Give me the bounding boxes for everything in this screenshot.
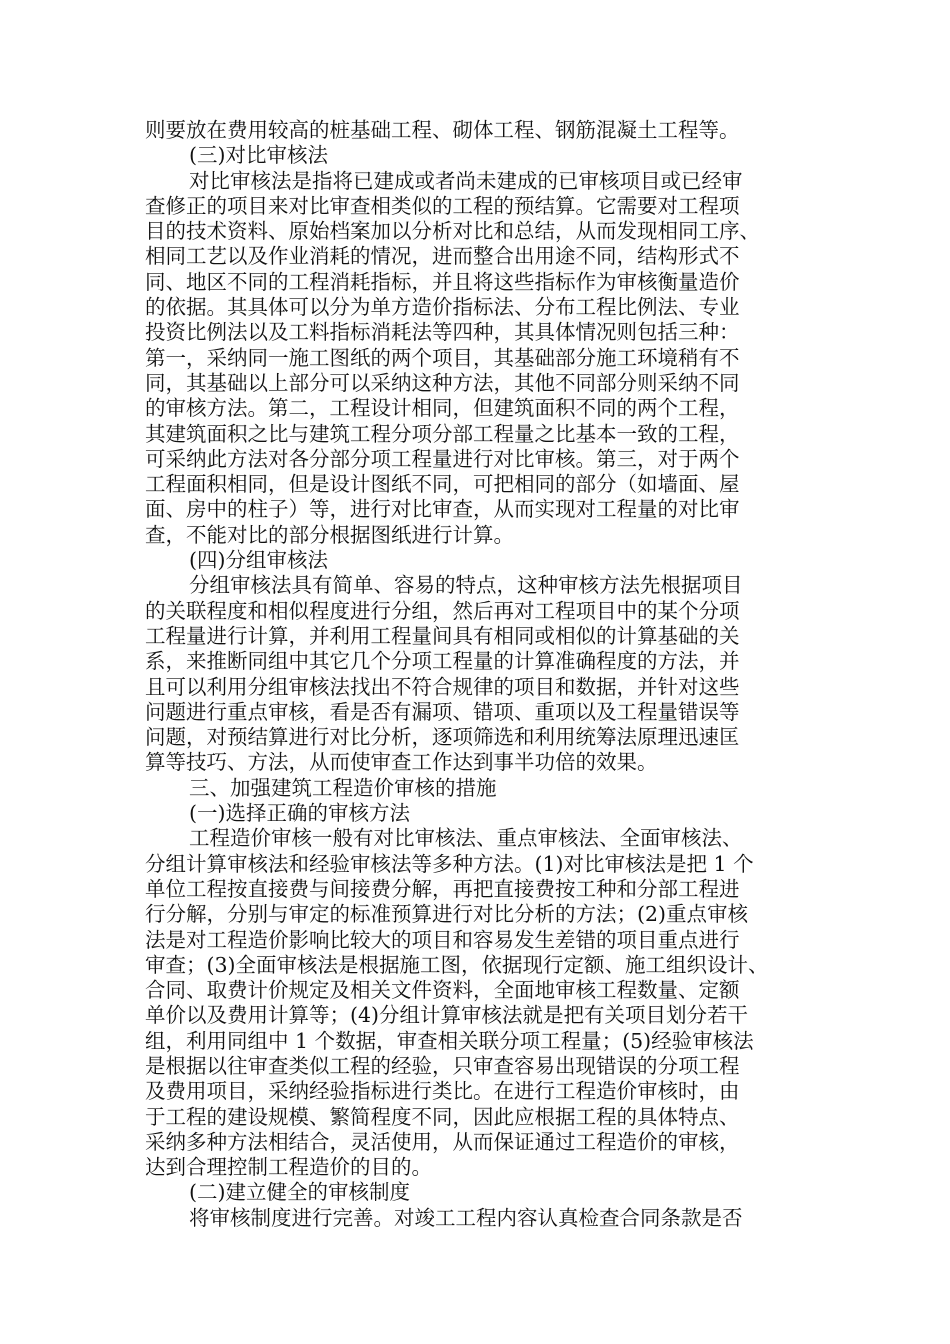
text-line: 是根据以往审查类似工程的经验，只审查容易出现错误的分项工程 <box>145 1053 740 1078</box>
text-line: 问题进行重点审核，看是否有漏项、错项、重项以及工程量错误等 <box>145 699 740 724</box>
text-line: 于工程的建设规模、繁简程度不同，因此应根据工程的具体特点、 <box>145 1104 740 1129</box>
text-line: 行分解，分别与审定的标准预算进行对比分析的方法；(2)重点审核 <box>145 902 749 927</box>
text-line: 目的技术资料、原始档案加以分析对比和总结，从而发现相同工序、 <box>145 219 760 244</box>
text-line: 分组审核法具有简单、容易的特点，这种审核方法先根据项目 <box>189 573 743 598</box>
text-line: 同、地区不同的工程消耗指标，并且将这些指标作为审核衡量造价 <box>145 269 740 294</box>
text-line: 工程量进行计算，并利用工程量间具有相同或相似的计算基础的关 <box>145 623 740 648</box>
text-line: 的关联程度和相似程度进行分组，然后再对工程项目中的某个分项 <box>145 598 740 623</box>
text-line: 单位工程按直接费与间接费分解，再把直接费按工种和分部工程进 <box>145 876 740 901</box>
text-line: 问题，对预结算进行对比分析，逐项筛选和利用统筹法原理迅速匡 <box>145 725 740 750</box>
text-line: 其建筑面积之比与建筑工程分项分部工程量之比基本一致的工程， <box>145 421 740 446</box>
text-line: (三)对比审核法 <box>189 143 328 168</box>
text-line: 第一，采纳同一施工图纸的两个项目，其基础部分施工环境稍有不 <box>145 345 740 370</box>
text-line: 的依据。其具体可以分为单方造价指标法、分布工程比例法、专业 <box>145 295 740 320</box>
text-line: 达到合理控制工程造价的目的。 <box>145 1155 432 1180</box>
text-line: (一)选择正确的审核方法 <box>189 801 410 826</box>
text-line: 单价以及费用计算等；(4)分组计算审核法就是把有关项目划分若干 <box>145 1003 749 1028</box>
text-line: 采纳多种方法相结合，灵活使用，从而保证通过工程造价的审核， <box>145 1129 740 1154</box>
text-line: 同，其基础以上部分可以采纳这种方法，其他不同部分则采纳不同 <box>145 370 740 395</box>
document-body <box>145 118 805 1231</box>
text-line: 可采纳此方法对各分部分项工程量进行对比审核。第三，对于两个 <box>145 446 740 471</box>
text-line: 则要放在费用较高的桩基础工程、砌体工程、钢筋混凝土工程等。 <box>145 118 740 142</box>
text-line: 面、房中的柱子）等，进行对比审查，从而实现对工程量的对比审 <box>145 497 740 522</box>
text-line: 工程面积相同，但是设计图纸不同，可把相同的部分（如墙面、屋 <box>145 472 740 497</box>
text-line: 投资比例法以及工料指标消耗法等四种，其具体情况则包括三种： <box>145 320 740 345</box>
text-line: 及费用项目，采纳经验指标进行类比。在进行工程造价审核时，由 <box>145 1079 740 1104</box>
text-line: 组，利用同组中 1 个数据，审查相关联分项工程量；(5)经验审核法 <box>145 1028 754 1053</box>
text-line: 系，来推断同组中其它几个分项工程量的计算准确程度的方法，并 <box>145 649 740 674</box>
text-line: 法是对工程造价影响比较大的项目和容易发生差错的项目重点进行 <box>145 927 740 952</box>
text-line: 分组计算审核法和经验审核法等多种方法。(1)对比审核法是把 1 个 <box>145 851 754 876</box>
text-line: 审查；(3)全面审核法是根据施工图，依据现行定额、施工组织设计、 <box>145 952 769 977</box>
text-line: 且可以利用分组审核法找出不符合规律的项目和数据，并针对这些 <box>145 674 740 699</box>
text-line: 的审核方法。第二，工程设计相同，但建筑面积不同的两个工程， <box>145 396 740 421</box>
text-line: 工程造价审核一般有对比审核法、重点审核法、全面审核法、 <box>189 826 743 851</box>
text-line: 对比审核法是指将已建成或者尚未建成的已审核项目或已经审 <box>189 168 743 193</box>
text-line: (二)建立健全的审核制度 <box>189 1180 410 1205</box>
text-line: (四)分组审核法 <box>189 548 328 573</box>
text-line: 将审核制度进行完善。对竣工工程内容认真检查合同条款是否 <box>189 1205 743 1230</box>
text-line: 三、加强建筑工程造价审核的措施 <box>189 775 497 800</box>
text-line: 算等技巧、方法，从而使审查工作达到事半功倍的效果。 <box>145 750 658 775</box>
text-line: 合同、取费计价规定及相关文件资料，全面地审核工程数量、定额 <box>145 978 740 1003</box>
text-line: 相同工艺以及作业消耗的情况，进而整合出用途不同，结构形式不 <box>145 244 740 269</box>
text-line: 查，不能对比的部分根据图纸进行计算。 <box>145 522 514 547</box>
text-line: 查修正的项目来对比审查相类似的工程的预结算。它需要对工程项 <box>145 193 740 218</box>
